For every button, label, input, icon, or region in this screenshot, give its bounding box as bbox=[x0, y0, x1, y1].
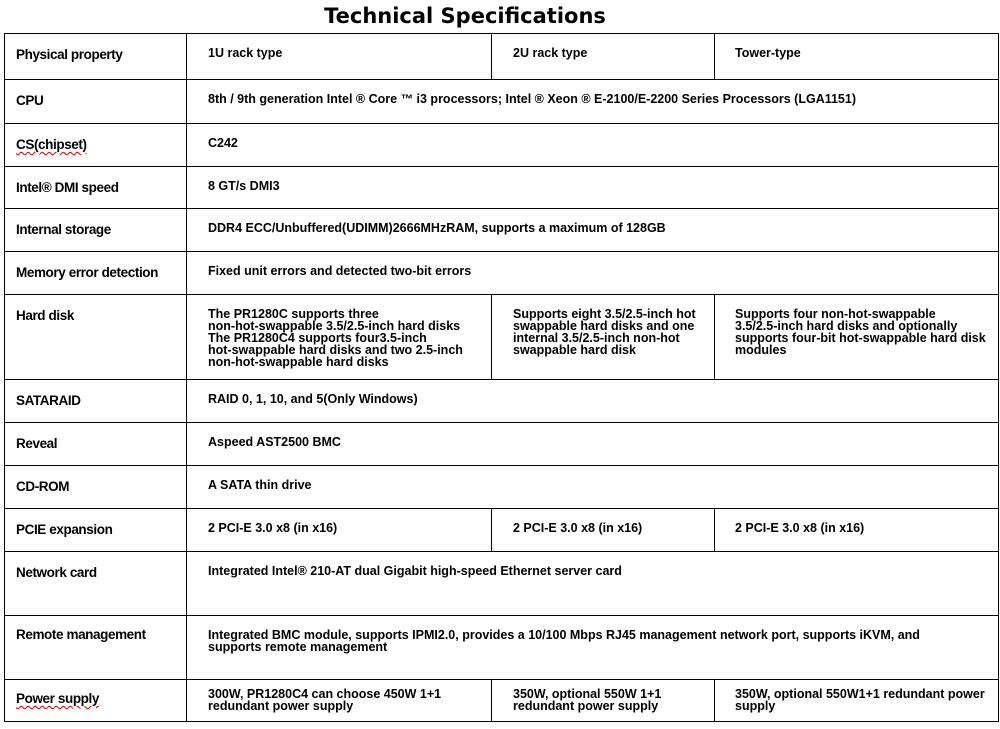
text-line: Integrated BMC module, supports IPMI2.0, provides a 10/100 Mbps RJ45 management network port, supports iKVM, and bbox=[208, 628, 920, 642]
table-row-chipset bbox=[5, 124, 999, 167]
row-label-sata-raid: SATARAID bbox=[5, 380, 187, 423]
text-line: hot-swappable hard disks and two 2.5-inch bbox=[208, 343, 463, 357]
text-line: 300W, PR1280C4 can choose 450W 1+1 bbox=[208, 687, 442, 701]
table-row-reveal bbox=[5, 423, 999, 466]
row-value-reveal: Aspeed AST2500 BMC bbox=[187, 423, 999, 466]
table-row-remote bbox=[5, 616, 999, 680]
text-line: Supports eight 3.5/2.5-inch hot bbox=[513, 307, 696, 321]
row-label-dmi: Intel® DMI speed bbox=[5, 167, 187, 209]
row-value-pcie-2u: 2 PCI-E 3.0 x8 (in x16) bbox=[492, 509, 715, 552]
row-value-cpu: 8th / 9th generation Intel ® Core ™ i3 processors; Intel ® Xeon ® E-2100/E-2200 Series Processors (LGA1151) bbox=[187, 80, 999, 124]
table-row-cdrom bbox=[5, 466, 999, 509]
text-line: The PR1280C supports three bbox=[208, 307, 379, 321]
row-value-remote bbox=[187, 616, 999, 680]
row-label-pcie: PCIE expansion bbox=[5, 509, 187, 552]
row-value-storage: DDR4 ECC/Unbuffered(UDIMM)2666MHzRAM, supports a maximum of 128GB bbox=[187, 209, 999, 252]
text-line: 350W, optional 550W1+1 redundant power bbox=[735, 687, 985, 701]
row-label-hard-disk: Hard disk bbox=[5, 295, 187, 380]
row-value-hard-disk-1u bbox=[187, 295, 492, 380]
row-value-chipset: C242 bbox=[187, 124, 999, 167]
text-line: supports four-bit hot-swappable hard disk bbox=[735, 331, 986, 345]
row-label-cpu: CPU bbox=[5, 80, 187, 124]
row-value-pcie-tower: 2 PCI-E 3.0 x8 (in x16) bbox=[715, 509, 999, 552]
row-label-chipset bbox=[5, 124, 187, 167]
text-line: swappable hard disk bbox=[513, 343, 636, 357]
text-line: redundant power supply bbox=[208, 699, 354, 713]
row-label-memory-error: Memory error detection bbox=[5, 252, 187, 295]
spec-table bbox=[4, 33, 999, 722]
row-label-chipset-text: CS(chipset) bbox=[16, 137, 87, 152]
table-row-header bbox=[5, 34, 999, 80]
header-label: Physical property bbox=[5, 34, 187, 80]
text-line: internal 3.5/2.5-inch non-hot bbox=[513, 331, 680, 345]
table-row-power bbox=[5, 680, 999, 722]
table-row-network bbox=[5, 552, 999, 616]
row-label-reveal: Reveal bbox=[5, 423, 187, 466]
text-line: non-hot-swappable hard disks bbox=[208, 355, 389, 369]
text-line: swappable hard disks and one bbox=[513, 319, 695, 333]
row-value-cdrom: A SATA thin drive bbox=[187, 466, 999, 509]
row-label-storage: Internal storage bbox=[5, 209, 187, 252]
header-1u-rack: 1U rack type bbox=[187, 34, 492, 80]
row-label-remote: Remote management bbox=[5, 616, 187, 680]
text-line: redundant power supply bbox=[513, 699, 659, 713]
text-line: supports remote management bbox=[208, 640, 388, 654]
table-row-storage bbox=[5, 209, 999, 252]
row-value-hard-disk-tower bbox=[715, 295, 999, 380]
header-tower: Tower-type bbox=[715, 34, 999, 80]
row-value-network: Integrated Intel® 210-AT dual Gigabit high-speed Ethernet server card bbox=[187, 552, 999, 616]
table-row-dmi bbox=[5, 167, 999, 209]
row-value-memory-error: Fixed unit errors and detected two-bit errors bbox=[187, 252, 999, 295]
row-value-hard-disk-2u bbox=[492, 295, 715, 380]
header-2u-rack: 2U rack type bbox=[492, 34, 715, 80]
text-line: 350W, optional 550W 1+1 bbox=[513, 687, 662, 701]
row-value-power-2u bbox=[492, 680, 715, 722]
table-row-hard-disk bbox=[5, 295, 999, 380]
row-label-network: Network card bbox=[5, 552, 187, 616]
row-value-power-1u bbox=[187, 680, 492, 722]
text-line: supply bbox=[735, 699, 776, 713]
table-row-cpu bbox=[5, 80, 999, 124]
table-row-pcie bbox=[5, 509, 999, 552]
document-title: Technical Specifications bbox=[324, 4, 606, 28]
text-line: 3.5/2.5-inch hard disks and optionally bbox=[735, 319, 958, 333]
row-label-power-text: Power supply bbox=[16, 691, 99, 706]
table-row-memory-error bbox=[5, 252, 999, 295]
text-line: Supports four non-hot-swappable bbox=[735, 307, 936, 321]
row-value-dmi: 8 GT/s DMI3 bbox=[187, 167, 999, 209]
row-value-sata-raid: RAID 0, 1, 10, and 5(Only Windows) bbox=[187, 380, 999, 423]
row-value-pcie-1u: 2 PCI-E 3.0 x8 (in x16) bbox=[187, 509, 492, 552]
row-label-cdrom: CD-ROM bbox=[5, 466, 187, 509]
text-line: The PR1280C4 supports four3.5-inch bbox=[208, 331, 427, 345]
table-row-sata-raid bbox=[5, 380, 999, 423]
row-label-power bbox=[5, 680, 187, 722]
text-line: non-hot-swappable 3.5/2.5-inch hard disks bbox=[208, 319, 461, 333]
row-value-power-tower bbox=[715, 680, 999, 722]
text-line: modules bbox=[735, 343, 787, 357]
